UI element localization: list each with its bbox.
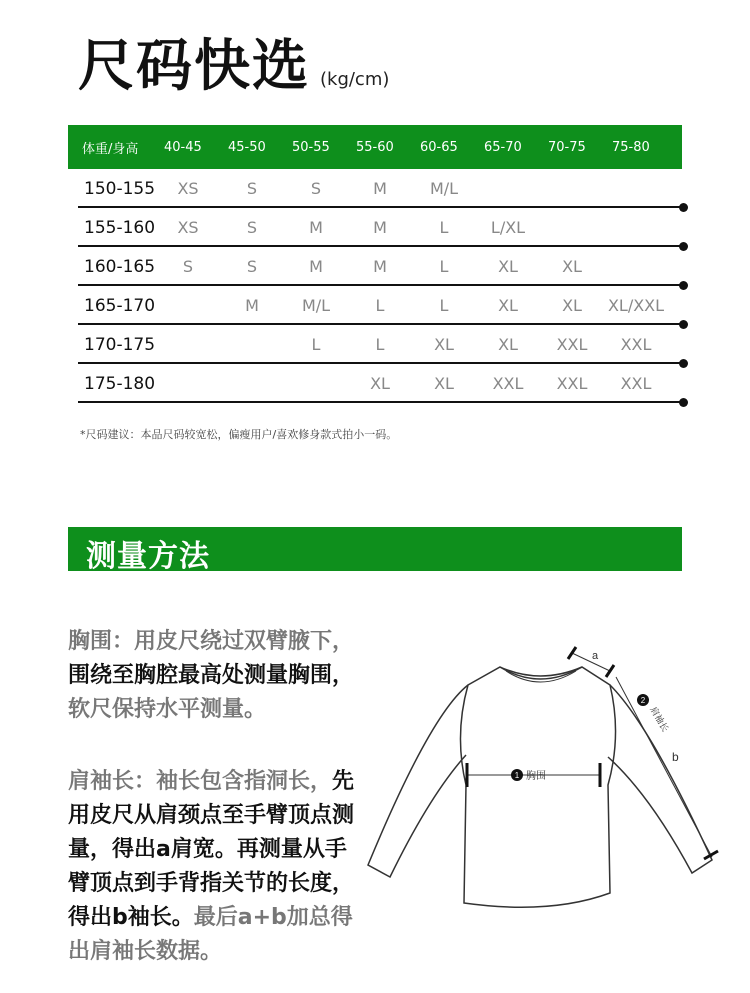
- chest-text-gray: 胸围：用皮尺绕过双臂腋下，: [68, 629, 355, 654]
- chest-text-gray-2: 软尺保持水平测量。: [68, 697, 267, 722]
- row-height: 160-165: [84, 256, 156, 277]
- weight-col: 70-75: [548, 139, 586, 155]
- sleeve-text-dark: 先用皮尺从肩颈点至手臂顶点测量，得出a肩宽。再测量从手臂顶点到手背指关节的长度，得出b袖长。: [68, 769, 355, 930]
- sleeve-marker-number: 2: [640, 696, 646, 705]
- row-height: 165-170: [84, 295, 156, 316]
- size-cell: XL: [370, 374, 390, 393]
- row-height: 175-180: [84, 373, 156, 394]
- size-cell: L/XL: [490, 218, 526, 237]
- size-cell: M: [373, 257, 387, 276]
- shoulder-tick-1: [568, 647, 576, 659]
- size-cell: XL: [498, 257, 518, 276]
- size-cell: M: [245, 296, 259, 315]
- shirt-diagram: [360, 645, 740, 925]
- table-row: [68, 169, 682, 208]
- weight-col: 45-50: [228, 139, 266, 155]
- label-a: a: [592, 650, 599, 662]
- size-cell: L: [375, 335, 385, 354]
- size-cell: XL: [434, 374, 454, 393]
- weight-col: 55-60: [356, 139, 394, 155]
- size-cell: XXL: [620, 374, 652, 393]
- size-cell: M: [309, 257, 323, 276]
- size-cell: S: [182, 257, 194, 276]
- shirt-collar: [500, 667, 582, 679]
- row-height: 150-155: [84, 178, 156, 199]
- weight-col: 65-70: [484, 139, 522, 155]
- measure-section-bar: [68, 527, 682, 574]
- page-title: 尺码快选: [78, 34, 310, 99]
- table-body: [68, 169, 682, 403]
- size-note: *尺码建议：本品尺码较宽松，偏瘦用户/喜欢修身款式拍小一码。: [80, 428, 398, 441]
- table-row: [68, 325, 682, 364]
- size-cell: XL: [434, 335, 454, 354]
- size-cell: XL: [498, 335, 518, 354]
- weight-col: 40-45: [164, 139, 202, 155]
- size-cell: L: [439, 296, 449, 315]
- sleeve-text-gray-2: 最后a+b加总得出肩袖长数据。: [68, 905, 353, 964]
- size-cell: XXL: [556, 374, 588, 393]
- size-cell: M: [309, 218, 323, 237]
- title-block: [78, 22, 389, 102]
- corner-label: 体重/身高: [82, 141, 139, 157]
- size-cell: S: [246, 218, 258, 237]
- size-cell: S: [246, 179, 258, 198]
- row-divider-dot: [679, 398, 688, 407]
- chest-instructions: [68, 625, 368, 727]
- chest-text-dark: 围绕至胸腔最高处测量胸围，: [68, 663, 355, 688]
- size-cell: L: [311, 335, 321, 354]
- weight-col: 60-65: [420, 139, 458, 155]
- size-cell: S: [310, 179, 322, 198]
- chest-label: 胸围: [526, 771, 546, 782]
- size-cell: XL: [562, 257, 582, 276]
- size-cell: L: [375, 296, 385, 315]
- table-header: [68, 125, 682, 169]
- table-row: [68, 286, 682, 325]
- row-divider: [78, 401, 682, 403]
- weight-col: 75-80: [612, 139, 650, 155]
- size-cell: XXL: [556, 335, 588, 354]
- size-cell: M: [373, 179, 387, 198]
- size-cell: XL: [562, 296, 582, 315]
- label-b: b: [672, 750, 679, 764]
- sleeve-line: [616, 677, 712, 857]
- size-cell: M/L: [429, 179, 459, 198]
- size-cell: M: [373, 218, 387, 237]
- shirt-outline: [460, 667, 615, 907]
- shoulder-tick-2: [606, 665, 614, 677]
- table-row: [68, 208, 682, 247]
- size-table: [68, 125, 682, 403]
- size-cell: XXL: [492, 374, 524, 393]
- sleeve-label: 肩袖长: [647, 705, 670, 734]
- section-title: 测量方法: [86, 539, 210, 574]
- weight-col: 50-55: [292, 139, 330, 155]
- size-cell: L: [439, 218, 449, 237]
- size-cell: XS: [177, 218, 199, 237]
- row-height: 155-160: [84, 217, 156, 238]
- table-row: [68, 364, 682, 403]
- sleeve-text-gray: 肩袖长：袖长包含指洞长，: [68, 769, 333, 794]
- size-cell: XXL: [620, 335, 652, 354]
- size-cell: XL/XXL: [607, 296, 665, 315]
- size-cell: XS: [177, 179, 199, 198]
- size-cell: S: [246, 257, 258, 276]
- row-height: 170-175: [84, 334, 156, 355]
- chest-marker-number: 1: [514, 771, 520, 780]
- left-sleeve: [368, 685, 468, 877]
- size-cell: L: [439, 257, 449, 276]
- sleeve-instructions: [68, 765, 368, 969]
- size-cell: M/L: [301, 296, 331, 315]
- unit-label: (kg/cm): [320, 69, 390, 90]
- table-row: [68, 247, 682, 286]
- size-cell: XL: [498, 296, 518, 315]
